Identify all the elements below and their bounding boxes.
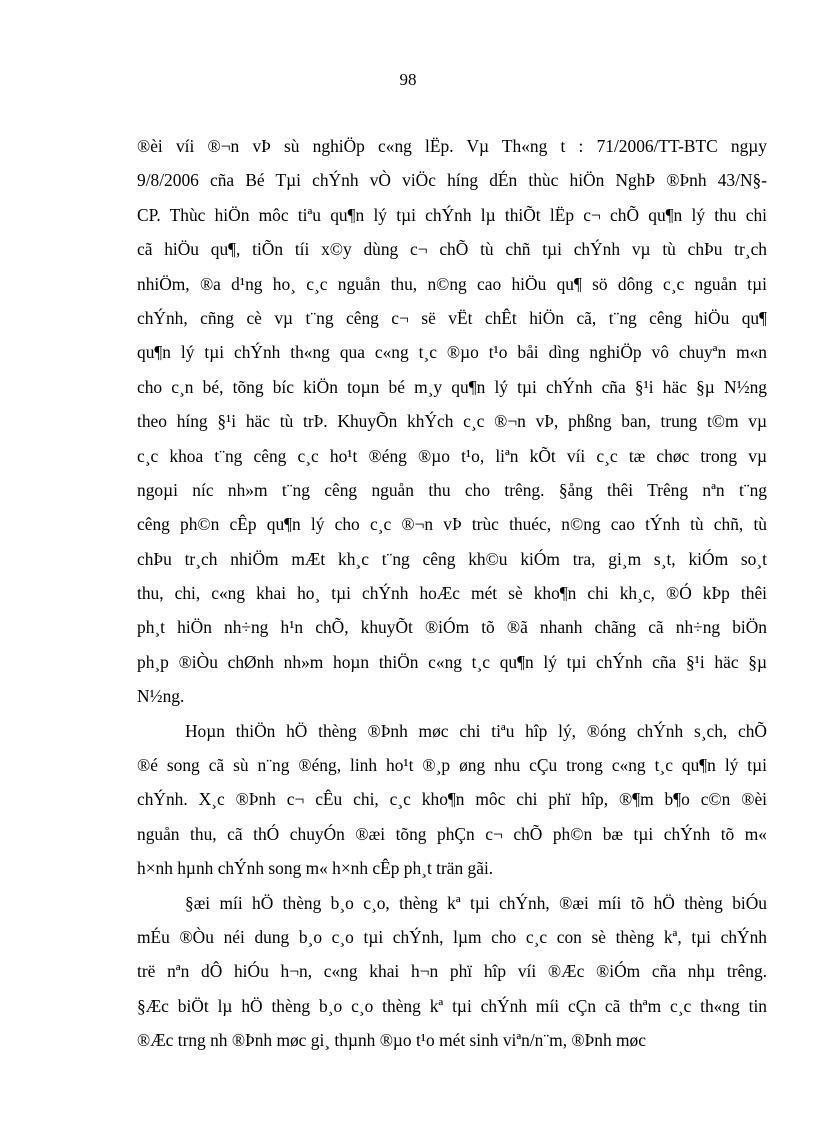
text-line: nhiÖm, ®a d¹ng ho¸ c¸c nguån thu, n©ng cao hiÖu qu¶ sö dông c¸c nguån tµi xyxy=(137,273,767,294)
text-line: chÝnh. X¸c ®Þnh c¬ cÊu chi, c¸c kho¶n môc chi phï hîp, ®¶m b¶o c©n ®èi xyxy=(137,789,767,810)
text-line: 9/8/2006 cña Bé Tµi chÝnh vÒ viÖc híng dÉn thùc hiÖn NghÞ ®Þnh 43/N§- xyxy=(137,170,767,191)
text-line: c¸c khoa t¨ng cêng c¸c ho¹t ®éng ®µo t¹o, liªn kÕt víi c¸c tæ chøc trong vµ xyxy=(137,445,767,466)
text-line: theo híng §¹i häc tù trÞ. KhuyÕn khÝch c¸c ®¬n vÞ, phßng ban, trung t©m vµ xyxy=(137,411,767,432)
page-number: 98 xyxy=(399,70,417,89)
text-line: §æi míi hÖ thèng b¸o c¸o, thèng kª tµi chÝnh, ®æi míi tõ hÖ thèng biÓu xyxy=(185,892,767,913)
text-line: ph¸p ®iÒu chØnh nh»m hoµn thiÖn c«ng t¸c qu¶n lý tµi chÝnh cña §¹i häc §µ xyxy=(137,651,767,672)
paragraph xyxy=(137,886,767,1058)
text-line: cã hiÖu qu¶, tiÕn tíi x©y dùng c¬ chÕ tù chñ tµi chÝnh vµ tù chÞu tr¸ch xyxy=(137,239,767,260)
text-line: cêng ph©n cÊp qu¶n lý cho c¸c ®¬n vÞ trùc thuéc, n©ng cao tÝnh tù chñ, tù xyxy=(137,514,767,535)
text-line: trë nªn dÔ hiÓu h¬n, c«ng khai h¬n phï hîp víi ®Æc ®iÓm cña nhµ trêng. xyxy=(137,961,767,982)
body-text xyxy=(137,129,767,1058)
text-line: §Æc biÖt lµ hÖ thèng b¸o c¸o thèng kª tµi chÝnh míi cÇn cã thªm c¸c th«ng tin xyxy=(137,995,767,1016)
text-line: qu¶n lý tµi chÝnh th«ng qua c«ng t¸c ®µo t¹o båi dìng nghiÖp vô chuyªn m«n xyxy=(137,342,767,363)
text-line: ph¸t hiÖn nh÷ng h¹n chÕ, khuyÕt ®iÓm tõ ®ã nhanh chãng cã nh÷ng biÖn xyxy=(137,617,767,638)
text-line: ®èi víi ®¬n vÞ sù nghiÖp c«ng lËp. Vµ Th«ng t : 71/2006/TT-BTC ngµy xyxy=(137,136,767,156)
text-line: ngoµi níc nh»m t¨ng cêng nguån thu cho trêng. §ång thêi Trêng nªn t¨ng xyxy=(137,479,767,500)
text-line: CP. Thùc hiÖn môc tiªu qu¶n lý tµi chÝnh lµ thiÕt lËp c¬ chÕ qu¶n lý thu chi xyxy=(137,204,767,225)
text-line: chÝnh, cñng cè vµ t¨ng cêng c¬ së vËt chÊt hiÖn cã, t¨ng cêng hiÖu qu¶ xyxy=(137,307,767,328)
text-line: mÉu ®Òu néi dung b¸o c¸o tµi chÝnh, lµm cho c¸c con sè thèng kª, tµi chÝnh xyxy=(137,926,767,947)
paragraph xyxy=(137,714,767,886)
text-line: nguån thu, cã thÓ chuyÓn ®æi tõng phÇn c¬ chÕ ph©n bæ tµi chÝnh tõ m« xyxy=(137,823,767,844)
text-line: chÞu tr¸ch nhiÖm mÆt kh¸c t¨ng cêng kh©u kiÓm tra, gi¸m s¸t, kiÓm so¸t xyxy=(137,548,767,569)
text-line: ®Æc trng nh ®Þnh møc gi¸ thµnh ®µo t¹o mét sinh viªn/n¨m, ®Þnh møc xyxy=(137,1030,646,1051)
text-line: thu, chi, c«ng khai ho¸ tµi chÝnh hoÆc mét sè kho¶n chi kh¸c, ®Ó kÞp thêi xyxy=(137,583,767,604)
text-line: Hoµn thiÖn hÖ thèng ®Þnh møc chi tiªu hîp lý, ®óng chÝnh s¸ch, chÕ xyxy=(185,720,767,741)
text-line: N½ng. xyxy=(137,686,185,707)
text-line: h×nh hµnh chÝnh song m« h×nh cÊp ph¸t trän gãi. xyxy=(137,858,494,879)
text-line: ®é song cã sù n¨ng ®éng, linh ho¹t ®¸p øng nhu cÇu trong c«ng t¸c qu¶n lý tµi xyxy=(137,755,767,776)
paragraph xyxy=(137,129,767,714)
text-line: cho c¸n bé, tõng bíc kiÖn toµn bé m¸y qu¶n lý tµi chÝnh cña §¹i häc §µ N½ng xyxy=(137,376,767,397)
